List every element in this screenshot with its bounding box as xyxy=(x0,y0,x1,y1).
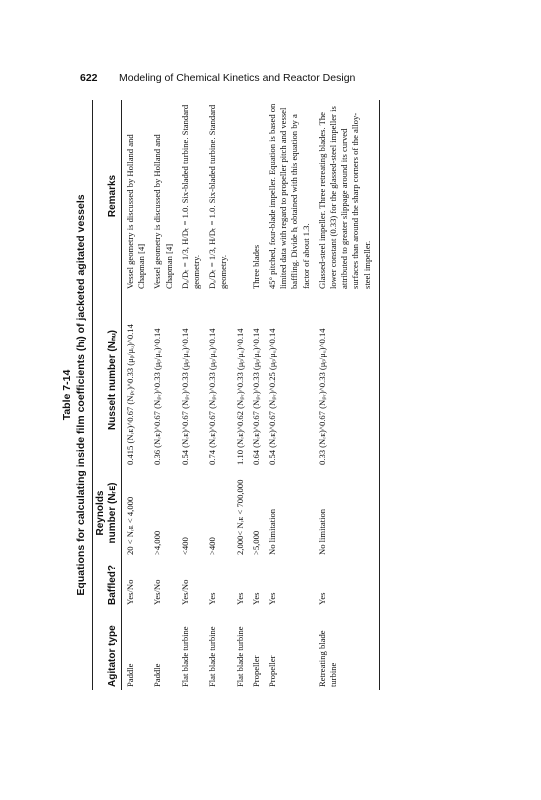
cell-baffled: Yes xyxy=(250,592,261,605)
cell-remarks: Vessel geometry is discussed by Holland and Chapman [4] xyxy=(125,134,147,289)
col-header-nusselt: Nusselt number (Nₙᵤ) xyxy=(93,292,122,468)
cell-nusselt: 0.64 (Nᵣᴇ)^0.67 (Nₚᵣ)^0.33 (μᵦ/μᵤ)^0.14 xyxy=(250,328,261,465)
table-number: Table 7-14 xyxy=(61,369,73,421)
cell-remarks xyxy=(232,100,248,292)
data-table xyxy=(92,100,380,690)
table-row xyxy=(264,100,314,690)
cell-baffled: Yes xyxy=(207,592,218,605)
cell-remarks: Dₐ/Dₜ = 1/3, H/Dₜ = 1.0. Six-bladed turbine. Standard geometry. xyxy=(207,104,229,289)
table-row xyxy=(314,100,380,690)
page-header xyxy=(0,58,541,84)
cell-reynolds: >4,000 xyxy=(152,530,163,555)
cell-baffled: Yes xyxy=(314,558,380,608)
cell-reynolds: >5,000 xyxy=(250,530,261,555)
cell-nusselt: 1.10 (Nᵣᴇ)^0.62 (Nₚᵣ)^0.33 (μᵦ/μᵤ)^0.14 xyxy=(234,328,245,465)
table-row xyxy=(204,100,231,690)
table-body xyxy=(122,100,380,690)
cell-nusselt: 0.54 (Nᵣᴇ)^0.67 (Nₚᵣ)^0.33 (μᵦ/μᵤ)^0.14 xyxy=(179,328,190,465)
cell-nusselt: 0.54 (Nᵣᴇ)^0.67 (Nₚᵣ)^0.25 (μᵦ/μᵤ)^0.14 xyxy=(267,328,278,465)
rotated-table-block xyxy=(60,100,460,690)
table-caption xyxy=(60,100,88,690)
table-row xyxy=(177,100,204,690)
cell-remarks: Dₐ/Dₜ = 1/3, H/Dₜ = 1.0. Six-bladed turbine. Standard geometry. xyxy=(179,104,202,289)
cell-nusselt: 0.36 (Nᵣᴇ)^0.67 (Nₚᵣ)^0.33 (μᵦ/μᵤ)^0.14 xyxy=(152,328,163,465)
cell-agitator: Paddle xyxy=(152,663,163,687)
table-row xyxy=(149,100,176,690)
cell-nusselt: 0.415 (Nᵣᴇ)^0.67 (Nₚᵣ)^0.33 (μᵦ/μᵤ)^0.14 xyxy=(125,324,135,465)
cell-agitator: Flat blade turbine xyxy=(234,626,245,687)
running-title: Modeling of Chemical Kinetics and Reactor Design xyxy=(119,72,356,84)
table-title: Equations for calculating inside film coefficients (hᵢ) of jacketed agitated vessels xyxy=(75,194,87,596)
cell-baffled: Yes xyxy=(234,592,245,605)
cell-remarks: 45° pitched, four-blade impeller. Equation is based on limited data with regard to propeller pitch and vessel baffling. Divide hᵢ obtained with this equation by a factor of about 1.3. xyxy=(267,103,311,289)
cell-reynolds: 20 < Nᵣᴇ < 4,000 xyxy=(125,496,135,555)
table-row xyxy=(122,100,150,690)
cell-agitator: Flat blade turbine xyxy=(207,626,218,687)
table-header-row xyxy=(93,100,122,690)
cell-agitator: Flat blade turbine xyxy=(179,626,190,687)
cell-nusselt: 0.33 (Nᵣᴇ)^0.67 (Nₚᵣ)^0.33 (μᵦ/μᵤ)^0.14 xyxy=(314,292,380,468)
cell-reynolds: >400 xyxy=(207,537,218,555)
cell-nusselt: 0.74 (Nᵣᴇ)^0.67 (Nₚᵣ)^0.33 (μᵦ/μᵤ)^0.14 xyxy=(207,328,218,465)
cell-reynolds: No limitation xyxy=(314,468,380,558)
col-header-reynolds: Reynolds number (Nᵣᴇ) xyxy=(93,468,122,558)
col-header-remarks: Remarks xyxy=(93,100,122,292)
col-header-baffled: Baffled? xyxy=(93,558,122,608)
cell-reynolds: 2,000< Nᵣᴇ < 700,000 xyxy=(234,479,245,555)
table-row xyxy=(248,100,264,690)
cell-baffled: Yes/No xyxy=(152,579,163,605)
cell-remarks: Vessel geometry is discussed by Holland and Chapman [4] xyxy=(152,134,174,289)
cell-agitator: Propeller xyxy=(250,655,261,687)
page-number: 622 xyxy=(80,72,98,84)
cell-remarks: Three blades xyxy=(250,244,261,289)
table-row xyxy=(232,100,248,690)
cell-remarks: Glassed-steel impeller. Three retreating blades. The lower constant (0.33) for the glassed-steel impeller is attributed to greater slippage around its curved surfaces than around the sharp corners of the alloy-steel impeller. xyxy=(314,100,380,292)
cell-reynolds: <400 xyxy=(179,537,190,555)
cell-baffled: Yes/No xyxy=(125,579,135,605)
cell-reynolds: No limitation xyxy=(267,508,278,555)
cell-baffled: Yes/No xyxy=(179,579,190,605)
cell-agitator: Propeller xyxy=(267,655,278,687)
cell-agitator: Retreating blade turbine xyxy=(314,608,380,690)
cell-agitator: Paddle xyxy=(125,663,135,687)
cell-baffled: Yes xyxy=(267,592,278,605)
col-header-agitator: Agitator type xyxy=(93,608,122,690)
